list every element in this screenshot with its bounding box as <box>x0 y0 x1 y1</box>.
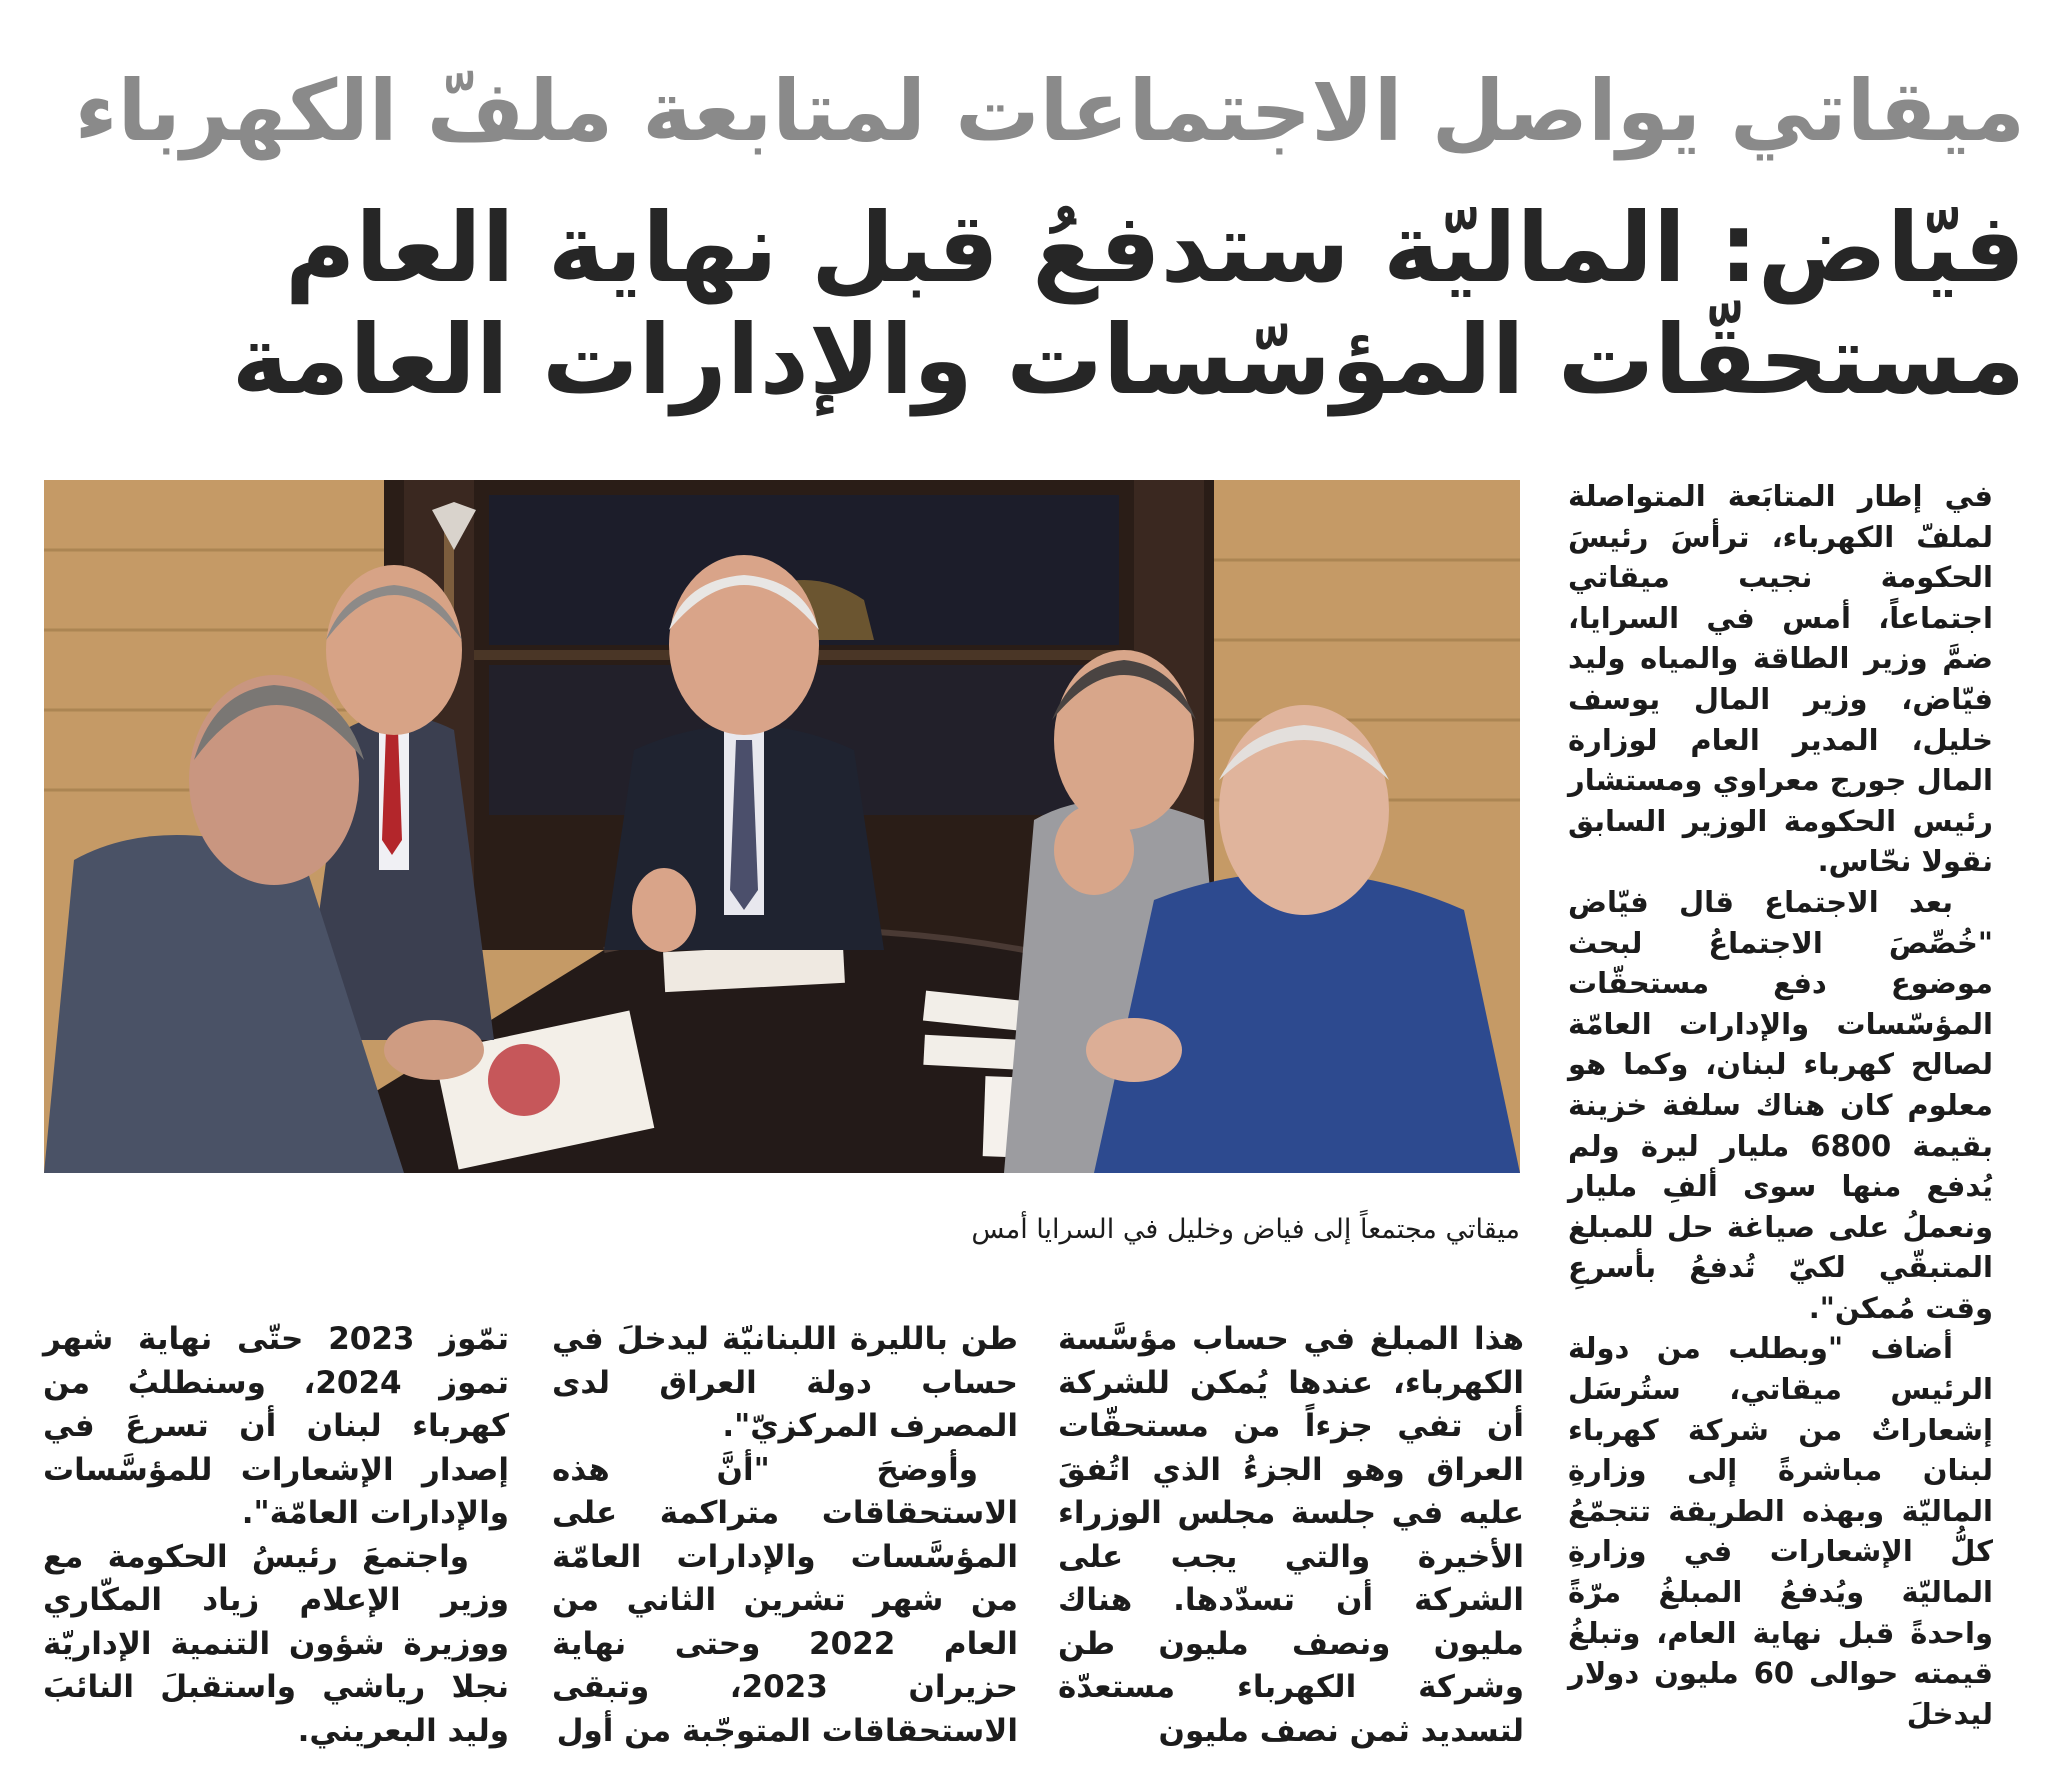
photo-caption: ميقاتي مجتمعاً إلى فياض وخليل في السرايا أمس <box>971 1214 1520 1245</box>
article-column-3 <box>552 1318 1018 1753</box>
main-headline-line-2: مستحقّات المؤسّسات والإدارات العامة <box>231 304 2025 416</box>
article-column-4 <box>43 1318 509 1753</box>
paragraph: في إطار المتابَعة المتواصلة لملفّ الكهرباء، ترأسَ رئيسَ الحكومة نجيب ميقاتي اجتماعاً، أمس في السرايا، ضمَّ وزير الطاقة والمياه وليد فيّاض، وزير المال يوسف خليل، المدير العام لوزارة المال جورج معراوي ومستشار رئيس الحكومة الوزير السابق نقولا نحّاس. <box>1568 479 1993 879</box>
paragraph: وأوضحَ "أنَّ هذه الاستحقاقات متراكمة على المؤسَّسات والإدارات العامّة من شهر تشرين الثاني من العام 2022 وحتى نهاية حزيران 2023، وتبقى الاستحقاقات المتوجّبة من أول <box>552 1451 1018 1749</box>
paragraph: تمّوز 2023 حتّى نهاية شهر تموز 2024، وسنطلبُ من كهرباء لبنان أن تسرعَ في إصدار الإشعارات للمؤسَّسات والإدارات العامّة". <box>43 1321 510 1531</box>
article-column-1 <box>1568 476 1993 1734</box>
paragraph: أضاف "وبطلب من دولة الرئيس ميقاتي، ستُرسَل إشعاراتٌ من شركة كهرباء لبنان مباشرةً إلى وزارةِ الماليّة وبهذه الطريقة تتجمّعُ كلُّ الإشعارات في وزارةِ الماليّة ويُدفعُ المبلغُ مرّةً واحدةً قبل نهاية العام، وتبلغُ قيمته حوالى 60 مليون دولار ليدخلَ <box>1568 1331 1993 1731</box>
paragraph: بعد الاجتماع قال فيّاض "خُصِّصَ الاجتماعُ لبحث موضوع دفع مستحقّات المؤسّسات والإدارات العامّة لصالح كهرباء لبنان، وكما هو معلوم كان هناك سلفة خزينة بقيمة 6800 مليار ليرة ولم يُدفع منها سوى ألفِ مليار ونعملُ على صياغة حل للمبلغ المتبقّي لكيّ تُدفعُ بأسرعِ وقت مُمكن". <box>1568 884 1993 1325</box>
article-column-2 <box>1058 1318 1524 1753</box>
kicker-headline: ميقاتي يواصل الاجتماعات لمتابعة ملفّ الكهرباء <box>74 62 2025 160</box>
paragraph: هذا المبلغ في حساب مؤسَّسة الكهرباء، عندها يُمكن للشركة أن تفي جزءاً من مستحقّات العراق وهو الجزءُ الذي اتُفقَ عليه في جلسة مجلس الوزراء الأخيرة والتي يجب على الشركة أن تسدّدها. هناك مليون ونصف مليون طن وشركة الكهرباء مستعدّة لتسديد ثمن نصف مليون <box>1058 1321 1524 1749</box>
paragraph: واجتمعَ رئيسُ الحكومة مع وزير الإعلام زياد المكّاري ووزيرة شؤون التنمية الإداريّة نجلا رياشي واستقبلَ النائبَ وليد البعريني. <box>43 1538 509 1749</box>
paragraph: طن بالليرة اللبنانيّة ليدخلَ في حساب دولة العراق لدى المصرف المركزيّ". <box>552 1321 1018 1444</box>
meeting-photo <box>44 480 1520 1173</box>
main-headline-line-1: فيّاض: الماليّة ستدفعُ قبل نهاية العام <box>284 192 2025 304</box>
